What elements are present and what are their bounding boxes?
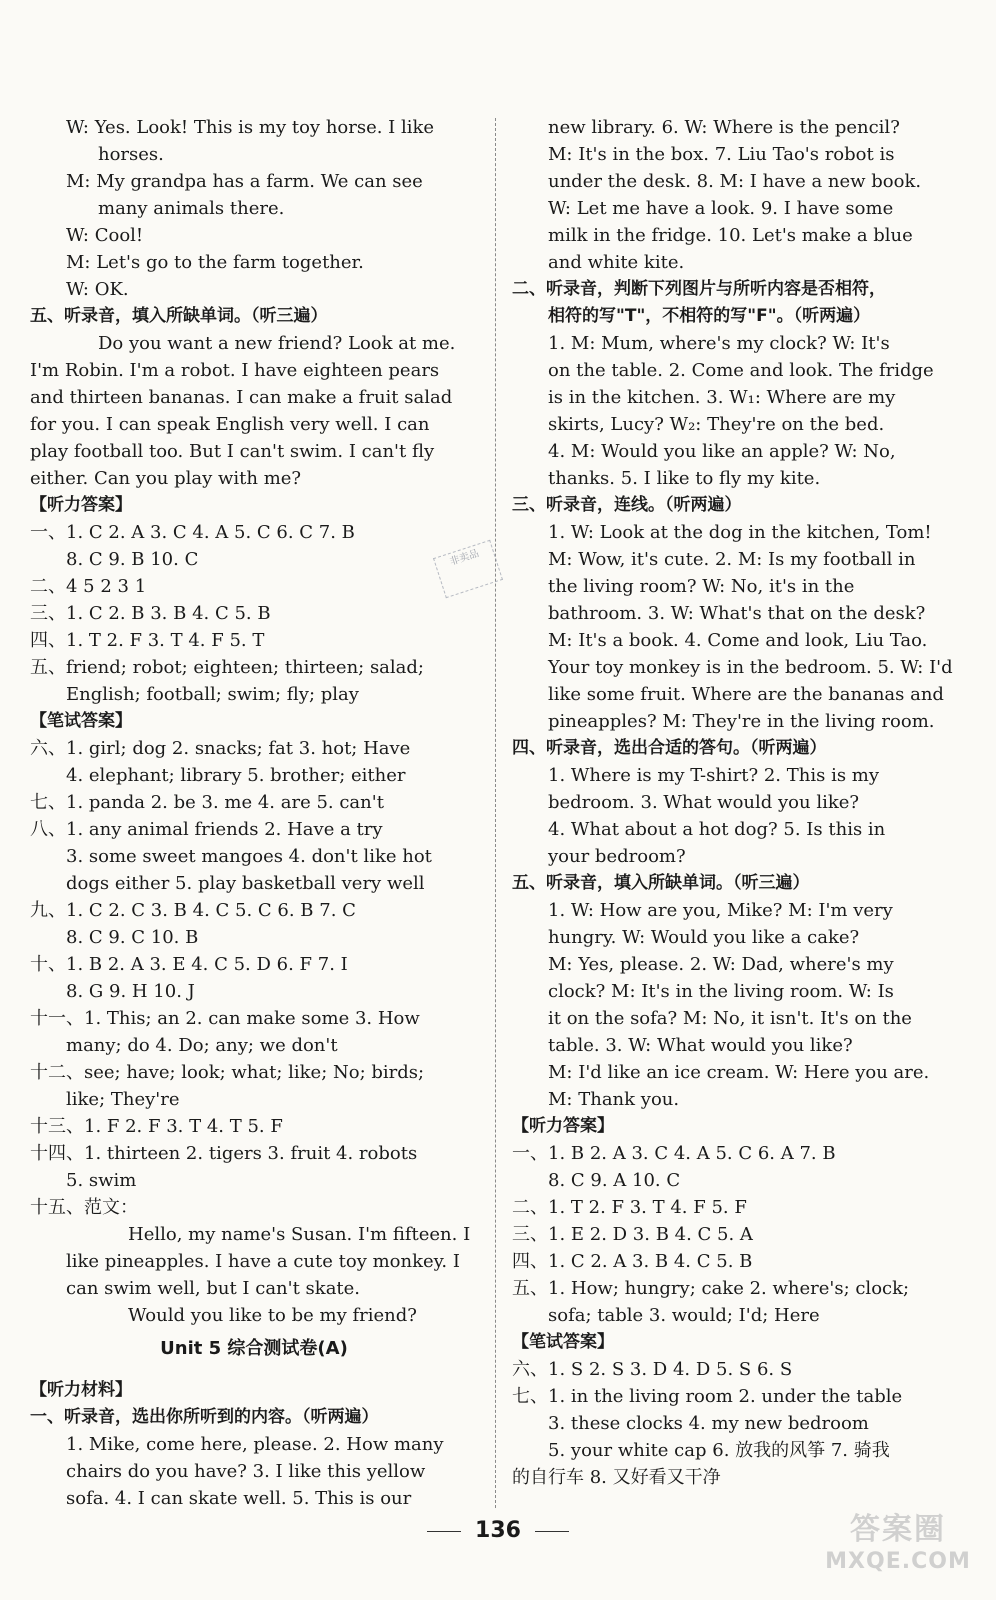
text-line: 八、1. any animal friends 2. Have a try xyxy=(30,819,383,840)
text-line: I'm Robin. I'm a robot. I have eighteen pears xyxy=(30,360,440,381)
text-line: 十、1. B 2. A 3. E 4. C 5. D 6. F 7. I xyxy=(30,954,348,975)
text-line: on the table. 2. Come and look. The fridge xyxy=(548,360,934,381)
section-heading: 五、听录音，填入所缺单词。（听三遍） xyxy=(30,306,328,326)
text-line: new library. 6. W: Where is the pencil? xyxy=(548,117,900,138)
text-line: sofa; table 3. would; I'd; Here xyxy=(548,1305,820,1326)
stamp-text: 非卖品 xyxy=(448,548,481,568)
text-line: 4. What about a hot dog? 5. Is this in xyxy=(548,819,886,840)
text-line: M: It's a book. 4. Come and look, Liu Tao. xyxy=(548,630,928,651)
text-line: M: I'd like an ice cream. W: Here you are. xyxy=(548,1062,930,1083)
text-line: like some fruit. Where are the bananas and xyxy=(548,684,944,705)
text-line: 4. elephant; library 5. brother; either xyxy=(66,765,406,786)
text-line: 1. Mike, come here, please. 2. How many xyxy=(66,1434,444,1455)
text-line: your bedroom? xyxy=(548,846,686,867)
text-line: bathroom. 3. W: What's that on the desk? xyxy=(548,603,926,624)
section-heading: 四、听录音，选出合适的答句。（听两遍） xyxy=(512,738,827,758)
text-line: 九、1. C 2. C 3. B 4. C 5. C 6. B 7. C xyxy=(30,900,356,921)
text-line: 五、1. How; hungry; cake 2. where's; clock; xyxy=(512,1278,910,1299)
column-divider xyxy=(495,118,496,1508)
section-heading: 三、听录音，连线。（听两遍） xyxy=(512,495,742,515)
text-line: W: Let me have a look. 9. I have some xyxy=(548,198,894,219)
text-line: for you. I can speak English very well. I can xyxy=(30,414,430,435)
text-line: under the desk. 8. M: I have a new book. xyxy=(548,171,922,192)
section-heading: 【听力材料】 xyxy=(30,1380,132,1400)
section-heading: 【笔试答案】 xyxy=(512,1332,614,1352)
text-line: and white kite. xyxy=(548,252,685,273)
text-line: 1. M: Mum, where's my clock? W: It's xyxy=(548,333,890,354)
section-heading: 一、听录音，选出你所听到的内容。（听两遍） xyxy=(30,1407,379,1427)
text-line: bedroom. 3. What would you like? xyxy=(548,792,860,813)
page-number: 136 xyxy=(475,1518,521,1543)
text-line: 8. C 9. B 10. C xyxy=(66,549,199,570)
text-line: 一、1. C 2. A 3. C 4. A 5. C 6. C 7. B xyxy=(30,522,355,543)
text-line: 三、1. C 2. B 3. B 4. C 5. B xyxy=(30,603,271,624)
text-line: milk in the fridge. 10. Let's make a blue xyxy=(548,225,913,246)
text-line: the living room? W: No, it's in the xyxy=(548,576,855,597)
text-line: 5. swim xyxy=(66,1170,137,1191)
section-heading: 【听力答案】 xyxy=(30,495,132,515)
text-line: English; football; swim; fly; play xyxy=(66,684,359,705)
text-line: 十一、1. This; an 2. can make some 3. How xyxy=(30,1008,420,1029)
text-line: 的自行车 8. 又好看又干净 xyxy=(512,1467,721,1488)
text-line: Would you like to be my friend? xyxy=(128,1305,417,1326)
text-line: table. 3. W: What would you like? xyxy=(548,1035,853,1056)
text-line: M: Wow, it's cute. 2. M: Is my football in xyxy=(548,549,916,570)
section-heading: 【听力答案】 xyxy=(512,1116,614,1136)
text-line: 5. your white cap 6. 放我的风筝 7. 骑我 xyxy=(548,1440,890,1461)
text-line: 1. W: How are you, Mike? M: I'm very xyxy=(548,900,893,921)
text-line: is in the kitchen. 3. W₁: Where are my xyxy=(548,387,896,408)
text-line: dogs either 5. play basketball very well xyxy=(66,873,425,894)
section-heading: 相符的写"T"，不相符的写"F"。（听两遍） xyxy=(548,306,871,326)
text-line: 五、friend; robot; eighteen; thirteen; salad; xyxy=(30,657,424,678)
text-line: 3. some sweet mangoes 4. don't like hot xyxy=(66,846,432,867)
text-line: 一、1. B 2. A 3. C 4. A 5. C 6. A 7. B xyxy=(512,1143,836,1164)
text-line: W: Cool! xyxy=(66,225,144,246)
text-line: M: Let's go to the farm together. xyxy=(66,252,364,273)
section-title: Unit 5 综合测试卷(A) xyxy=(160,1338,348,1359)
text-line: 三、1. E 2. D 3. B 4. C 5. A xyxy=(512,1224,753,1245)
text-line: skirts, Lucy? W₂: They're on the bed. xyxy=(548,414,885,435)
section-heading: 二、听录音，判断下列图片与所听内容是否相符， xyxy=(512,279,886,299)
text-line: M: Yes, please. 2. W: Dad, where's my xyxy=(548,954,894,975)
text-line: M: It's in the box. 7. Liu Tao's robot is xyxy=(548,144,895,165)
text-line: can swim well, but I can't skate. xyxy=(66,1278,361,1299)
text-line: 十二、see; have; look; what; like; No; birds; xyxy=(30,1062,425,1083)
watermark-url: MXQE.COM xyxy=(825,1549,971,1574)
text-line: M: My grandpa has a farm. We can see xyxy=(66,171,423,192)
text-line: 十三、1. F 2. F 3. T 4. T 5. F xyxy=(30,1116,283,1137)
text-line: many; do 4. Do; any; we don't xyxy=(66,1035,338,1056)
text-line: like pineapples. I have a cute toy monkey. I xyxy=(66,1251,460,1272)
text-line: 二、4 5 2 3 1 xyxy=(30,576,147,597)
text-line: sofa. 4. I can skate well. 5. This is our xyxy=(66,1488,412,1509)
section-heading: 五、听录音，填入所缺单词。（听三遍） xyxy=(512,873,810,893)
footer-dash-right xyxy=(535,1531,569,1532)
text-line: and thirteen bananas. I can make a fruit salad xyxy=(30,387,453,408)
left-column xyxy=(30,114,481,1512)
text-line: 8. C 9. C 10. B xyxy=(66,927,199,948)
footer-dash-left xyxy=(427,1531,461,1532)
text-line: 3. these clocks 4. my new bedroom xyxy=(548,1413,869,1434)
watermark-logo xyxy=(818,1512,978,1592)
text-line: 1. W: Look at the dog in the kitchen, Tom! xyxy=(548,522,932,543)
text-line: 8. G 9. H 10. J xyxy=(66,981,195,1002)
text-line: 四、1. C 2. A 3. B 4. C 5. B xyxy=(512,1251,753,1272)
text-line: like; They're xyxy=(66,1089,180,1110)
text-line: Do you want a new friend? Look at me. xyxy=(98,333,456,354)
text-line: Your toy monkey is in the bedroom. 5. W: I'd xyxy=(548,657,953,678)
watermark-title: 答案圈 xyxy=(850,1512,946,1547)
text-line: 四、1. T 2. F 3. T 4. F 5. T xyxy=(30,630,265,651)
text-line xyxy=(30,1363,478,1377)
text-line: 六、1. girl; dog 2. snacks; fat 3. hot; Have xyxy=(30,738,411,759)
section-heading: 【笔试答案】 xyxy=(30,711,132,731)
text-line: W: Yes. Look! This is my toy horse. I like xyxy=(66,117,435,138)
text-line: 七、1. in the living room 2. under the table xyxy=(512,1386,903,1407)
text-line: pineapples? M: They're in the living room. xyxy=(548,711,935,732)
text-line: 七、1. panda 2. be 3. me 4. are 5. can't xyxy=(30,792,384,813)
text-line: play football too. But I can't swim. I can't fly xyxy=(30,441,435,462)
right-column xyxy=(512,114,964,1491)
text-line: Hello, my name's Susan. I'm fifteen. I xyxy=(128,1224,471,1245)
text-line: 二、1. T 2. F 3. T 4. F 5. F xyxy=(512,1197,747,1218)
text-line: 六、1. S 2. S 3. D 4. D 5. S 6. S xyxy=(512,1359,793,1380)
text-line: many animals there. xyxy=(98,198,285,219)
text-line: clock? M: It's in the living room. W: Is xyxy=(548,981,894,1002)
text-line: 1. Where is my T-shirt? 2. This is my xyxy=(548,765,880,786)
text-line: M: Thank you. xyxy=(548,1089,680,1110)
text-line: 4. M: Would you like an apple? W: No, xyxy=(548,441,896,462)
text-line: 十四、1. thirteen 2. tigers 3. fruit 4. robots xyxy=(30,1143,418,1164)
text-line: chairs do you have? 3. I like this yellow xyxy=(66,1461,426,1482)
text-line: thanks. 5. I like to fly my kite. xyxy=(548,468,821,489)
text-line: it on the sofa? M: No, it isn't. It's on the xyxy=(548,1008,912,1029)
text-line: W: OK. xyxy=(66,279,129,300)
text-line: horses. xyxy=(98,144,164,165)
text-line: hungry. W: Would you like a cake? xyxy=(548,927,860,948)
text-line: either. Can you play with me? xyxy=(30,468,302,489)
text-line: 8. C 9. A 10. C xyxy=(548,1170,681,1191)
text-line: 十五、范文： xyxy=(30,1197,138,1218)
